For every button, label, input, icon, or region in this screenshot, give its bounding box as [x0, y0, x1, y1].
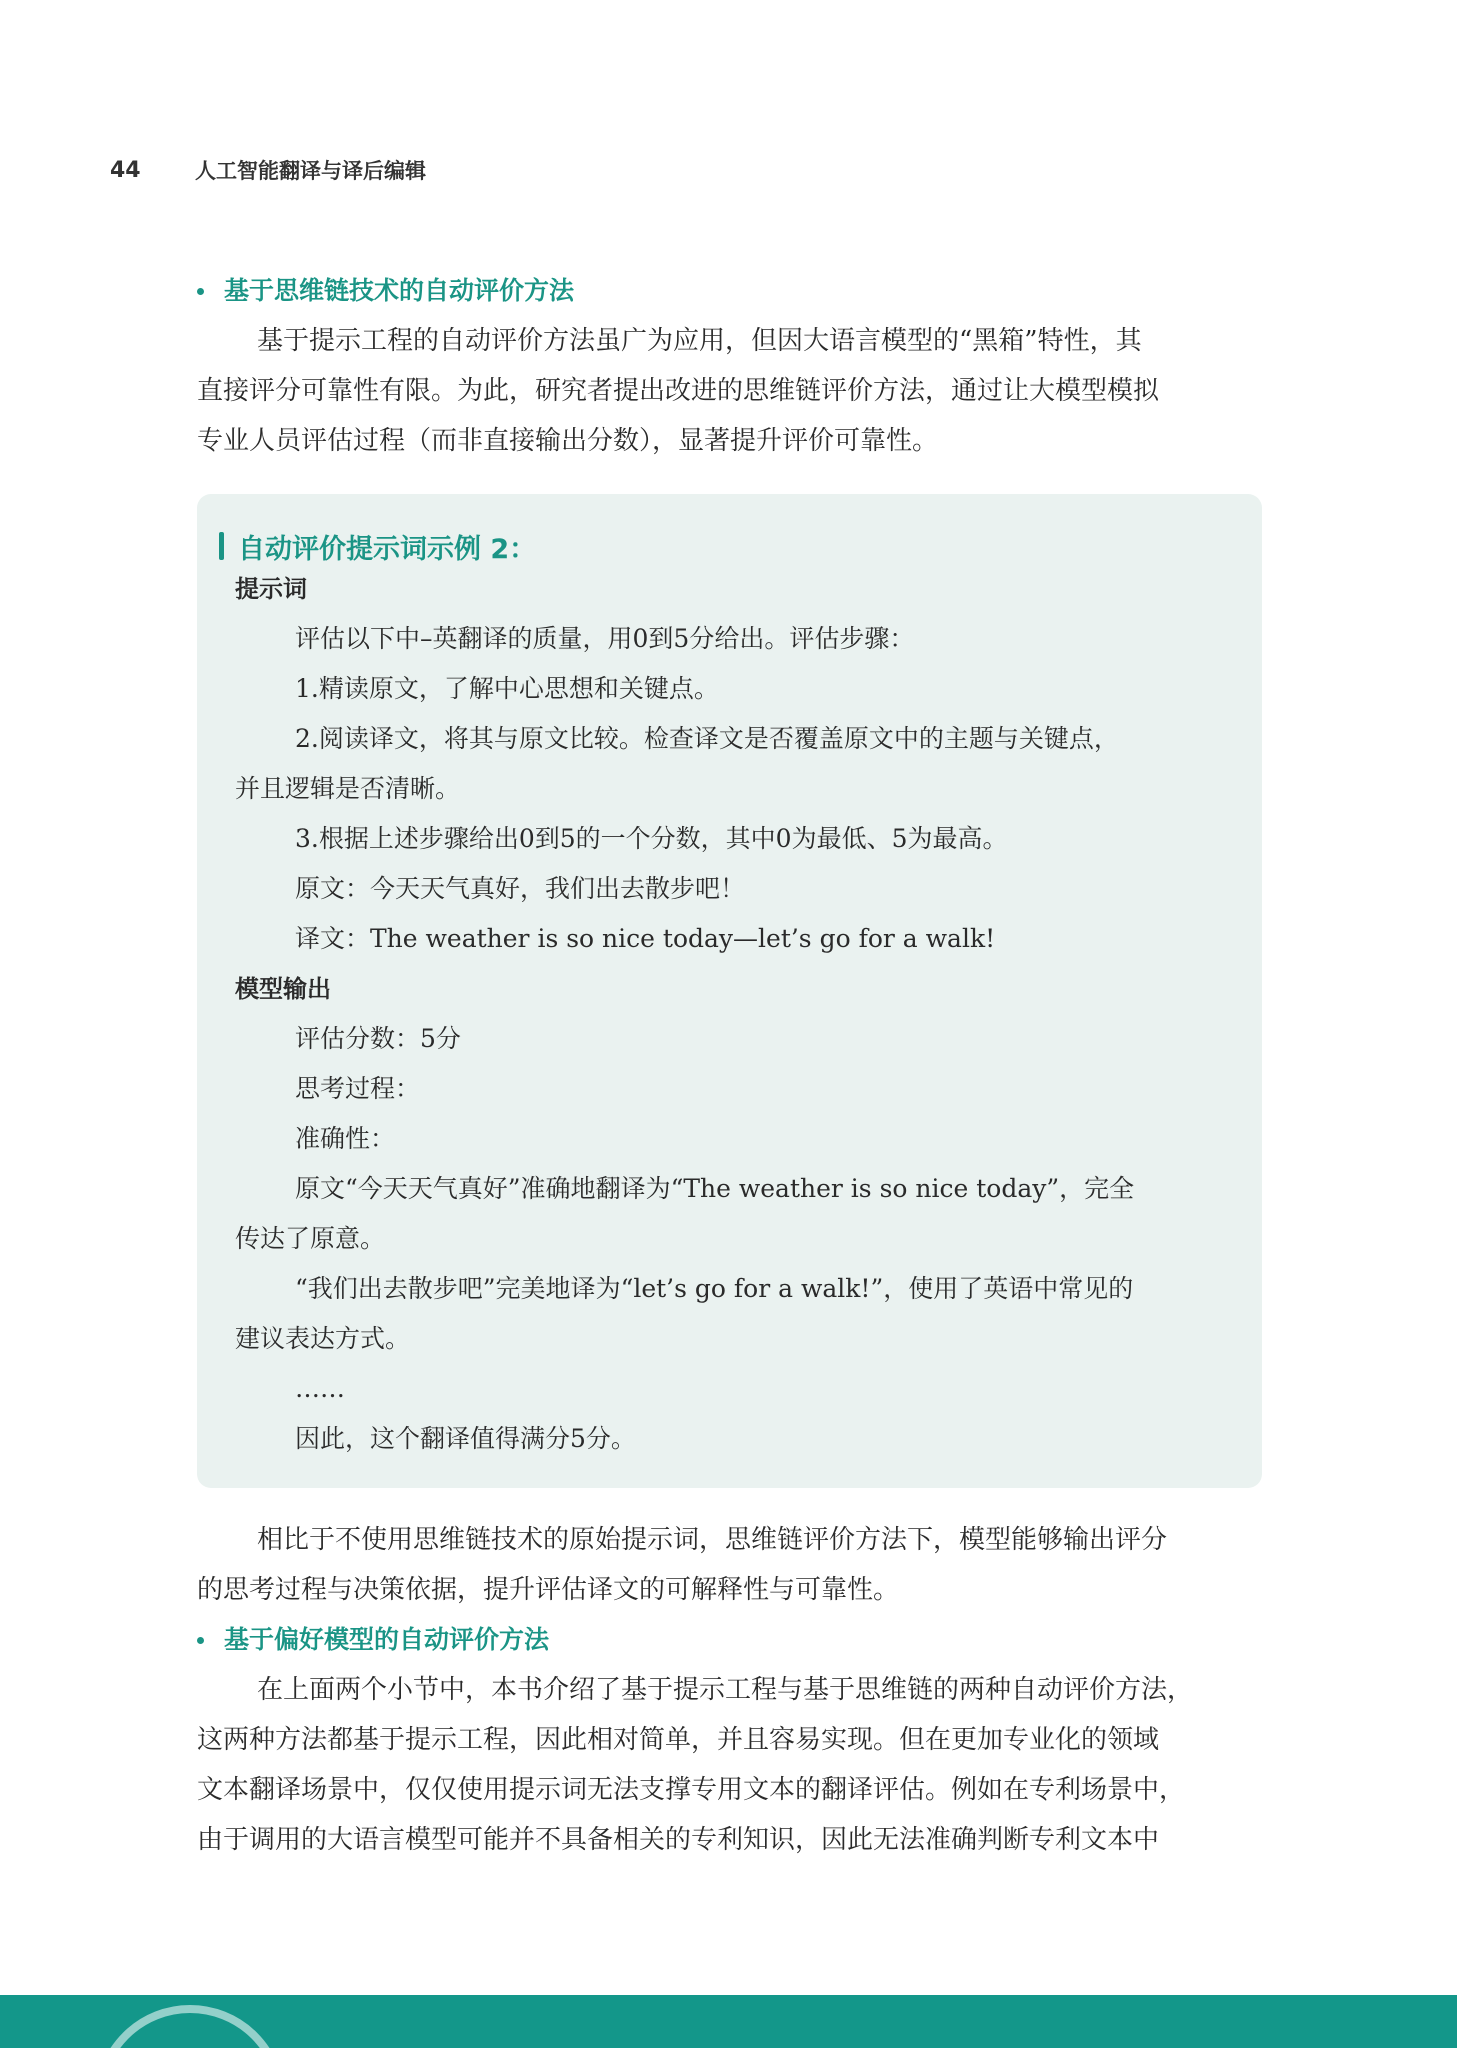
example-title: [219, 524, 536, 568]
paragraph-line: 基于提示工程的自动评价方法虽广为应用，但因大语言模型的“黑箱”特性，其: [257, 326, 1142, 356]
page-header: [110, 155, 426, 185]
bullet-icon: [197, 288, 204, 295]
title-bar-icon: [219, 532, 224, 560]
prompt-line: 评估以下中–英翻译的质量，用0到5分给出。评估步骤：: [295, 624, 915, 653]
paragraph-line: 相比于不使用思维链技术的原始提示词，思维链评价方法下，模型能够输出评分: [257, 1525, 1168, 1555]
footer-decoration: [0, 1995, 1457, 2048]
prompt-label: 提示词: [235, 575, 307, 603]
paragraph-line: 文本翻译场景中，仅仅使用提示词无法支撑专用文本的翻译评估。例如在专利场景中，: [197, 1775, 1186, 1805]
output-line: 因此，这个翻译值得满分5分。: [295, 1424, 636, 1453]
example-box: [197, 494, 1262, 1488]
section-cot: [197, 266, 1262, 466]
prompt-line: 并且逻辑是否清晰。: [235, 774, 461, 803]
paragraph-line: 在上面两个小节中，本书介绍了基于提示工程与基于思维链的两种自动评价方法，: [257, 1675, 1194, 1705]
paragraph-line: 由于调用的大语言模型可能并不具备相关的专利知识，因此无法准确判断专利文本中: [197, 1825, 1160, 1855]
prompt-line: 3.根据上述步骤给出0到5的一个分数，其中0为最低、5为最高。: [295, 824, 1008, 853]
prompt-line: 原文：今天天气真好，我们出去散步吧！: [295, 874, 746, 903]
paragraph-line: 的思考过程与决策依据，提升评估译文的可解释性与可靠性。: [197, 1575, 900, 1605]
output-line: 评估分数：5分: [295, 1024, 461, 1053]
bullet-icon: [197, 1637, 204, 1644]
circle-decoration-icon: [95, 2005, 285, 2048]
output-line: 建议表达方式。: [235, 1324, 411, 1353]
output-line: ……: [295, 1374, 345, 1403]
output-line: 思考过程：: [295, 1074, 421, 1103]
paragraph-line: 直接评分可靠性有限。为此，研究者提出改进的思维链评价方法，通过让大模型模拟: [197, 376, 1160, 406]
paragraph-line: 专业人员评估过程（而非直接输出分数），显著提升评价可靠性。: [197, 426, 939, 456]
output-line: 准确性：: [295, 1124, 396, 1153]
prompt-line: 译文：The weather is so nice today—let’s go for a walk!: [295, 924, 996, 953]
output-line: 传达了原意。: [235, 1224, 386, 1253]
section-summary: [197, 1515, 1262, 1615]
heading-text: 基于思维链技术的自动评价方法: [224, 276, 575, 305]
output-line: “我们出去散步吧”完美地译为“let’s go for a walk!”，使用了英语中常见的: [295, 1274, 1134, 1303]
page-number: 44: [110, 157, 141, 183]
section-heading-cot: [197, 266, 1262, 316]
example-title-text: 自动评价提示词示例 2：: [238, 533, 537, 565]
prompt-line: 1.精读原文，了解中心思想和关键点。: [295, 674, 719, 703]
prompt-line: 2.阅读译文，将其与原文比较。检查译文是否覆盖原文中的主题与关键点，: [295, 724, 1119, 753]
book-title: 人工智能翻译与译后编辑: [195, 159, 426, 183]
paragraph-line: 这两种方法都基于提示工程，因此相对简单，并且容易实现。但在更加专业化的领域: [197, 1725, 1160, 1755]
output-label: 模型输出: [235, 975, 331, 1003]
section-heading-preference: [197, 1615, 1262, 1665]
section-preference: [197, 1615, 1262, 1865]
heading-text: 基于偏好模型的自动评价方法: [224, 1625, 550, 1654]
output-line: 原文“今天天气真好”准确地翻译为“The weather is so nice today”，完全: [295, 1174, 1135, 1203]
